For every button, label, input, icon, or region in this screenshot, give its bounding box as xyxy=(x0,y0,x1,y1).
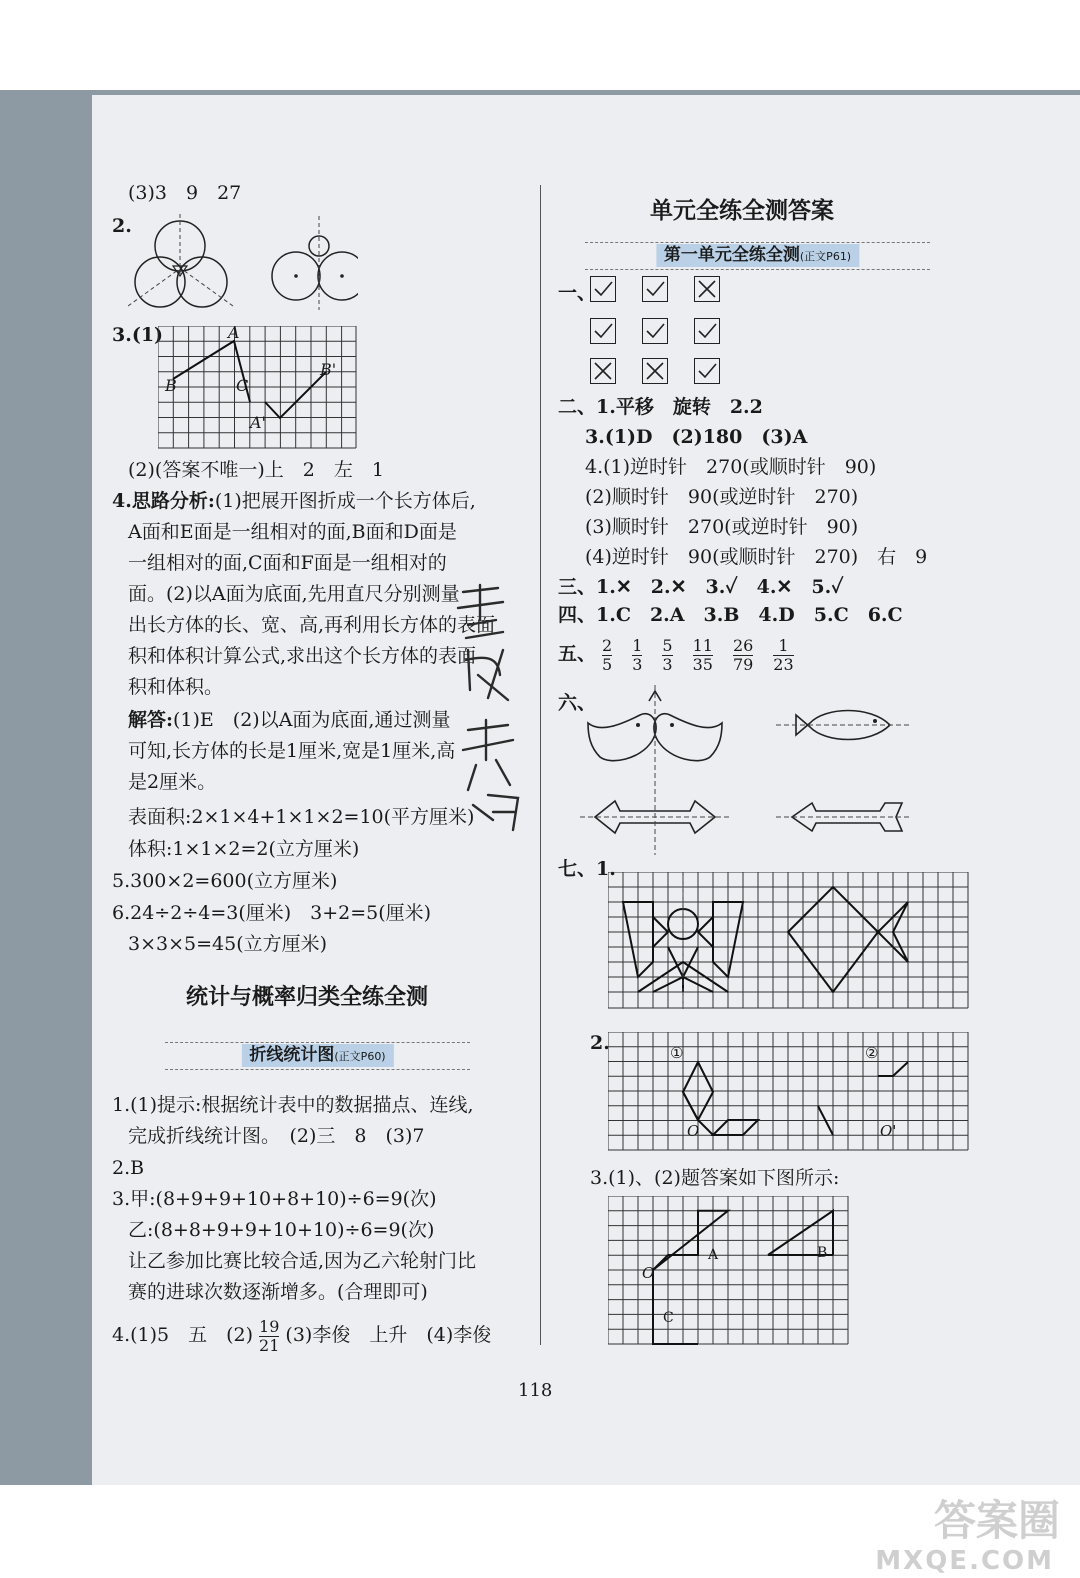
left-q6-line-1: 6.24÷2÷4=3(厘米) 3+2=5(厘米) xyxy=(112,902,432,924)
fraction: $\frac{2}{5}$ xyxy=(602,635,613,674)
fraction: $\frac{26}{79}$ xyxy=(732,635,754,674)
grid-figure-7-1 xyxy=(608,872,970,1010)
checkbox-cross xyxy=(694,276,720,302)
q2-line-4: (2)顺时针 90(或逆时针 270) xyxy=(585,486,859,508)
q4-heading: 4.思路分析: xyxy=(112,490,215,512)
checkbox-check xyxy=(642,318,668,344)
grid-origin-O-prime: O' xyxy=(880,1122,897,1140)
q4-line-4: 面。(2)以A面为底面,先用直尺分别测量 xyxy=(128,583,460,605)
answer-heading: 解答: xyxy=(128,709,174,731)
checkbox-cross xyxy=(642,358,668,384)
watermark-logo: 答案圈 xyxy=(933,1496,1060,1545)
watermark-url: MXQE.COM xyxy=(875,1546,1054,1576)
q1-label: 一、 xyxy=(558,282,597,304)
left-line-1: (3)3 9 27 xyxy=(128,182,242,204)
stat-q2: 2.B xyxy=(112,1157,145,1179)
checkbox-check xyxy=(642,276,668,302)
grid-label-A-prime: A' xyxy=(250,413,266,432)
question-2-number: 2. xyxy=(112,215,132,237)
checkbox-check xyxy=(590,318,616,344)
left-q3-part2: (2)(答案不唯一)上 2 左 1 xyxy=(128,459,384,481)
fraction: $\frac{1}{3}$ xyxy=(632,635,643,674)
statistics-section-title: 统计与概率归类全练全测 xyxy=(186,985,429,1010)
answer-line-2: 可知,长方体的长是1厘米,宽是1厘米,高 xyxy=(128,740,456,762)
answer-line-5: 体积:1×1×2=2(立方厘米) xyxy=(128,838,360,860)
column-divider xyxy=(540,185,541,1345)
checkbox-check xyxy=(694,358,720,384)
q2-line-2: 3.(1)D (2)180 (3)A xyxy=(585,426,808,448)
q4-line-5: 出长方体的长、宽、高,再利用长方体的表面 xyxy=(128,614,496,636)
q7-label: 七、1. xyxy=(558,858,616,880)
q2-line-6: (4)逆时针 90(或顺时针 270) 右 9 xyxy=(585,546,928,568)
stat-q3-line-3: 让乙参加比赛比较合适,因为乙六轮射门比 xyxy=(128,1250,477,1272)
grid-label-A: A xyxy=(228,323,240,342)
grid-label-C: C xyxy=(236,376,249,395)
grid-figure-7-2 xyxy=(608,1032,970,1152)
grid-marker-1: ① xyxy=(670,1044,684,1062)
question-3-number: 3.(1) xyxy=(112,324,164,346)
q7-3-text: 3.(1)、(2)题答案如下图所示: xyxy=(590,1167,840,1189)
left-q5: 5.300×2=600(立方厘米) xyxy=(112,870,338,892)
q4-line-7: 积和体积。 xyxy=(128,676,224,698)
page-number: 118 xyxy=(518,1380,553,1401)
grid-origin-O: O xyxy=(687,1122,700,1140)
circles-diagram xyxy=(128,214,358,314)
answer-line-3: 是2厘米。 xyxy=(128,771,217,793)
q2-line-5: (3)顺时针 270(或逆时针 90) xyxy=(585,516,859,538)
stat-q3-line-4: 赛的进球次数逐渐增多。(合理即可) xyxy=(128,1281,428,1303)
stat-q1-line-2: 完成折线统计图。 (2)三 8 (3)7 xyxy=(128,1125,425,1147)
q2-line-3: 4.(1)逆时针 270(或顺时针 90) xyxy=(585,456,877,478)
grid3-label-C: C xyxy=(663,1310,674,1326)
answer-line-4: 表面积:2×1×4+1×1×2=10(平方厘米) xyxy=(128,806,475,828)
unit1-band xyxy=(585,242,930,270)
stat-q4-fraction: $\frac{19}{21}$ xyxy=(259,1316,280,1355)
symmetry-figures xyxy=(580,685,940,855)
unit1-band-label: 第一单元全练全测(正文P61) xyxy=(656,244,859,267)
grid-marker-2: ② xyxy=(865,1044,879,1062)
answers-title: 单元全练全测答案 xyxy=(650,198,834,224)
grid-label-B-prime: B' xyxy=(320,360,337,379)
stat-q4-part-b: (3)李俊 上升 (4)李俊 xyxy=(285,1324,492,1346)
fraction: $\frac{1}{23}$ xyxy=(773,635,794,674)
q4-answers: 四、1.C 2.A 3.B 4.D 5.C 6.C xyxy=(558,604,903,626)
grid3-label-A: A xyxy=(708,1247,719,1263)
q3-answers: 三、1.✕ 2.✕ 3.✓ 4.✕ 5.✓ xyxy=(558,576,844,598)
checkbox-cross xyxy=(590,358,616,384)
fraction: $\frac{11}{35}$ xyxy=(692,635,713,674)
grid-label-B: B xyxy=(165,376,177,395)
checkbox-check xyxy=(590,276,616,302)
stat-q4 xyxy=(112,1317,491,1355)
q4-line-2: A面和E面是一组相对的面,B面和D面是 xyxy=(128,521,457,543)
q5-label: 五、 xyxy=(558,643,597,665)
checkbox-check xyxy=(694,318,720,344)
answer-line-1: (1)E (2)以A面为底面,通过测量 xyxy=(173,709,451,731)
fraction: $\frac{5}{3}$ xyxy=(662,635,673,674)
left-q6-line-2: 3×3×5=45(立方厘米) xyxy=(128,933,328,955)
line-chart-band-label: 折线统计图(正文P60) xyxy=(241,1044,393,1067)
stat-q4-part-a: 4.(1)5 五 (2) xyxy=(112,1324,254,1346)
q6-label: 六、 xyxy=(558,692,597,714)
stat-q3-line-1: 3.甲:(8+9+9+10+8+10)÷6=9(次) xyxy=(112,1188,437,1210)
q7-2-label: 2. xyxy=(590,1032,610,1054)
stat-q1-line-1: 1.(1)提示:根据统计表中的数据描点、连线, xyxy=(112,1094,474,1116)
q2-line-1: 二、1.平移 旋转 2.2 xyxy=(558,396,763,418)
q4-line-1: (1)把展开图折成一个长方体后, xyxy=(214,490,476,512)
grid3-origin-O: O xyxy=(642,1264,655,1282)
grid3-label-B: B xyxy=(817,1245,828,1261)
line-chart-band xyxy=(165,1042,470,1070)
q5-fractions-row xyxy=(558,634,800,674)
q4-line-6: 积和体积计算公式,求出这个长方体的表面 xyxy=(128,645,477,667)
handwritten-scribble xyxy=(448,580,538,840)
q4-line-3: 一组相对的面,C面和F面是一组相对的 xyxy=(128,552,447,574)
stat-q3-line-2: 乙:(8+8+9+9+10+10)÷6=9(次) xyxy=(128,1219,435,1241)
